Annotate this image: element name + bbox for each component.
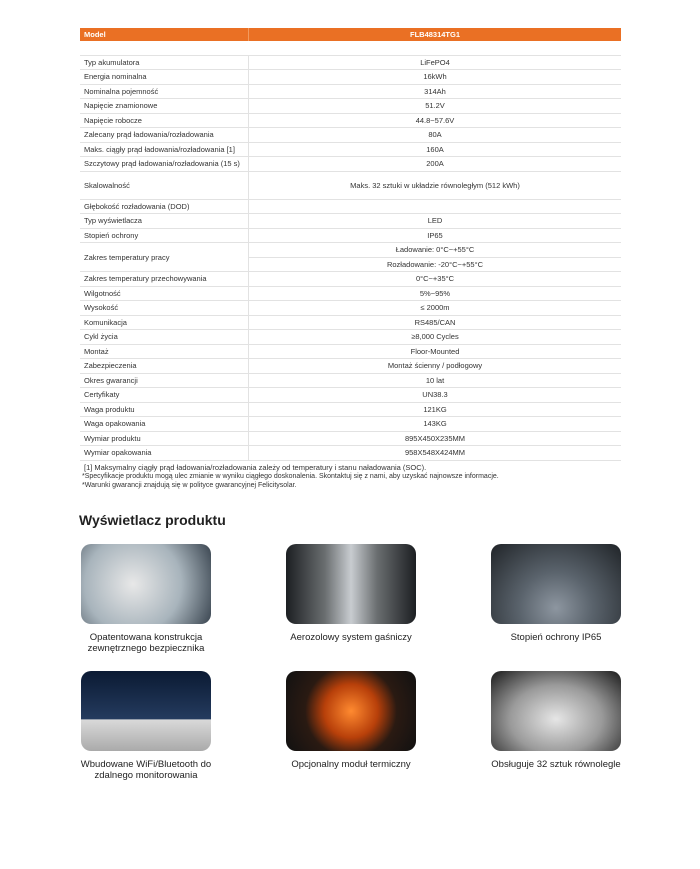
feature-card xyxy=(80,544,212,654)
row-value xyxy=(249,199,622,214)
row-value: RS485/CAN xyxy=(249,315,622,330)
row-value: 0°C~+35°C xyxy=(249,272,622,287)
row-value: 160A xyxy=(249,142,622,157)
row-label: Napięcie robocze xyxy=(80,113,249,128)
row-value: Montaż ścienny / podłogowy xyxy=(249,359,622,374)
section-title: Wyświetlacz produktu xyxy=(79,512,226,528)
feature-image xyxy=(491,671,621,751)
table-row xyxy=(80,199,621,214)
table-row xyxy=(80,388,621,403)
feature-image xyxy=(286,544,416,624)
feature-caption: Obsługuje 32 sztuk równolegle xyxy=(491,759,621,770)
table-row xyxy=(80,214,621,229)
row-label: Cykl życia xyxy=(80,330,249,345)
row-label: Nominalna pojemność xyxy=(80,84,249,99)
row-value: 895X450X235MM xyxy=(249,431,622,446)
table-row xyxy=(80,344,621,359)
row-value: ≥8,000 Cycles xyxy=(249,330,622,345)
row-label: Głębokość rozładowania (DOD) xyxy=(80,199,249,214)
table-row xyxy=(80,128,621,143)
table-row xyxy=(80,402,621,417)
row-label: Wilgotność xyxy=(80,286,249,301)
table-row xyxy=(80,272,621,287)
feature-image xyxy=(491,544,621,624)
table-row xyxy=(80,417,621,432)
feature-caption: Aerozolowy system gaśniczy xyxy=(290,632,412,643)
note: *Specyfikacje produktu mogą ulec zmianie w wyniku ciągłego doskonalenia. Skontaktuj się z nami, aby uzyskać najnowsze informacje. xyxy=(82,473,499,480)
table-row xyxy=(80,373,621,388)
row-label: Typ akumulatora xyxy=(80,55,249,70)
row-value: Maks. 32 sztuki w układzie równoległym (512 kWh) xyxy=(249,171,622,199)
feature-card xyxy=(285,671,417,770)
row-label: Zakres temperatury przechowywania xyxy=(80,272,249,287)
table-row xyxy=(80,142,621,157)
table-row xyxy=(80,446,621,461)
row-value: UN38.3 xyxy=(249,388,622,403)
table-row xyxy=(80,286,621,301)
table-row xyxy=(80,243,621,258)
feature-caption: Opatentowana konstrukcja zewnętrznego bezpiecznika xyxy=(87,632,205,654)
row-label: Szczytowy prąd ładowania/rozładowania (15 s) xyxy=(80,157,249,172)
row-value: 200A xyxy=(249,157,622,172)
row-value: 16kWh xyxy=(249,70,622,85)
row-value: 5%~95% xyxy=(249,286,622,301)
table-row xyxy=(80,70,621,85)
table-row xyxy=(80,431,621,446)
row-label: Zakres temperatury pracy xyxy=(80,243,249,272)
row-label: Stopień ochrony xyxy=(80,228,249,243)
row-value: ≤ 2000m xyxy=(249,301,622,316)
row-label: Okres gwarancji xyxy=(80,373,249,388)
feature-card xyxy=(490,544,622,643)
row-label: Certyfikaty xyxy=(80,388,249,403)
feature-caption: Wbudowane WiFi/Bluetooth do zdalnego monitorowania xyxy=(80,759,212,781)
feature-caption: Opcjonalny moduł termiczny xyxy=(291,759,411,770)
row-value: 121KG xyxy=(249,402,622,417)
row-value: 314Ah xyxy=(249,84,622,99)
feature-image xyxy=(81,544,211,624)
row-value: LiFePO4 xyxy=(249,55,622,70)
row-label: Wysokość xyxy=(80,301,249,316)
row-label: Komunikacja xyxy=(80,315,249,330)
empty-row xyxy=(80,41,621,55)
row-label: Waga produktu xyxy=(80,402,249,417)
table-row xyxy=(80,171,621,199)
row-label: Waga opakowania xyxy=(80,417,249,432)
table-row xyxy=(80,113,621,128)
row-value: IP65 xyxy=(249,228,622,243)
table-row xyxy=(80,228,621,243)
row-label: Wymiar produktu xyxy=(80,431,249,446)
table-row xyxy=(80,99,621,114)
row-label: Montaż xyxy=(80,344,249,359)
feature-image xyxy=(81,671,211,751)
row-value: LED xyxy=(249,214,622,229)
row-value: Floor-Mounted xyxy=(249,344,622,359)
row-label: Maks. ciągły prąd ładowania/rozładowania [1] xyxy=(80,142,249,157)
table-row xyxy=(80,157,621,172)
footnote: [1] Maksymalny ciągły prąd ładowania/rozładowania zależy od temperatury i stanu naładowania (SOC). xyxy=(84,463,427,472)
spec-table xyxy=(80,28,621,475)
row-label: Napięcie znamionowe xyxy=(80,99,249,114)
row-value: 51.2V xyxy=(249,99,622,114)
row-value: 143KG xyxy=(249,417,622,432)
row-label: Skalowalność xyxy=(80,171,249,199)
table-row xyxy=(80,301,621,316)
row-value: Rozładowanie: -20°C~+55°C xyxy=(249,257,622,272)
row-label: Energia nominalna xyxy=(80,70,249,85)
feature-card xyxy=(80,671,212,781)
table-row xyxy=(80,84,621,99)
header-model: FLB48314TG1 xyxy=(249,28,622,41)
feature-card xyxy=(285,544,417,643)
feature-card xyxy=(490,671,622,770)
table-row xyxy=(80,315,621,330)
header-label: Model xyxy=(80,28,249,41)
row-value: Ładowanie: 0°C~+55°C xyxy=(249,243,622,258)
row-value: 44.8~57.6V xyxy=(249,113,622,128)
feature-image xyxy=(286,671,416,751)
note: *Warunki gwarancji znajdują się w polityce gwarancyjnej Felicitysolar. xyxy=(82,481,297,489)
row-label: Zalecany prąd ładowania/rozładowania xyxy=(80,128,249,143)
table-row xyxy=(80,359,621,374)
row-label: Zabezpieczenia xyxy=(80,359,249,374)
row-value: 10 lat xyxy=(249,373,622,388)
notes xyxy=(82,473,499,490)
row-value: 958X548X424MM xyxy=(249,446,622,461)
table-header-row xyxy=(80,28,621,41)
row-value: 80A xyxy=(249,128,622,143)
row-label: Typ wyświetlacza xyxy=(80,214,249,229)
feature-caption: Stopień ochrony IP65 xyxy=(510,632,602,643)
table-row xyxy=(80,55,621,70)
row-label: Wymiar opakowania xyxy=(80,446,249,461)
table-row xyxy=(80,330,621,345)
